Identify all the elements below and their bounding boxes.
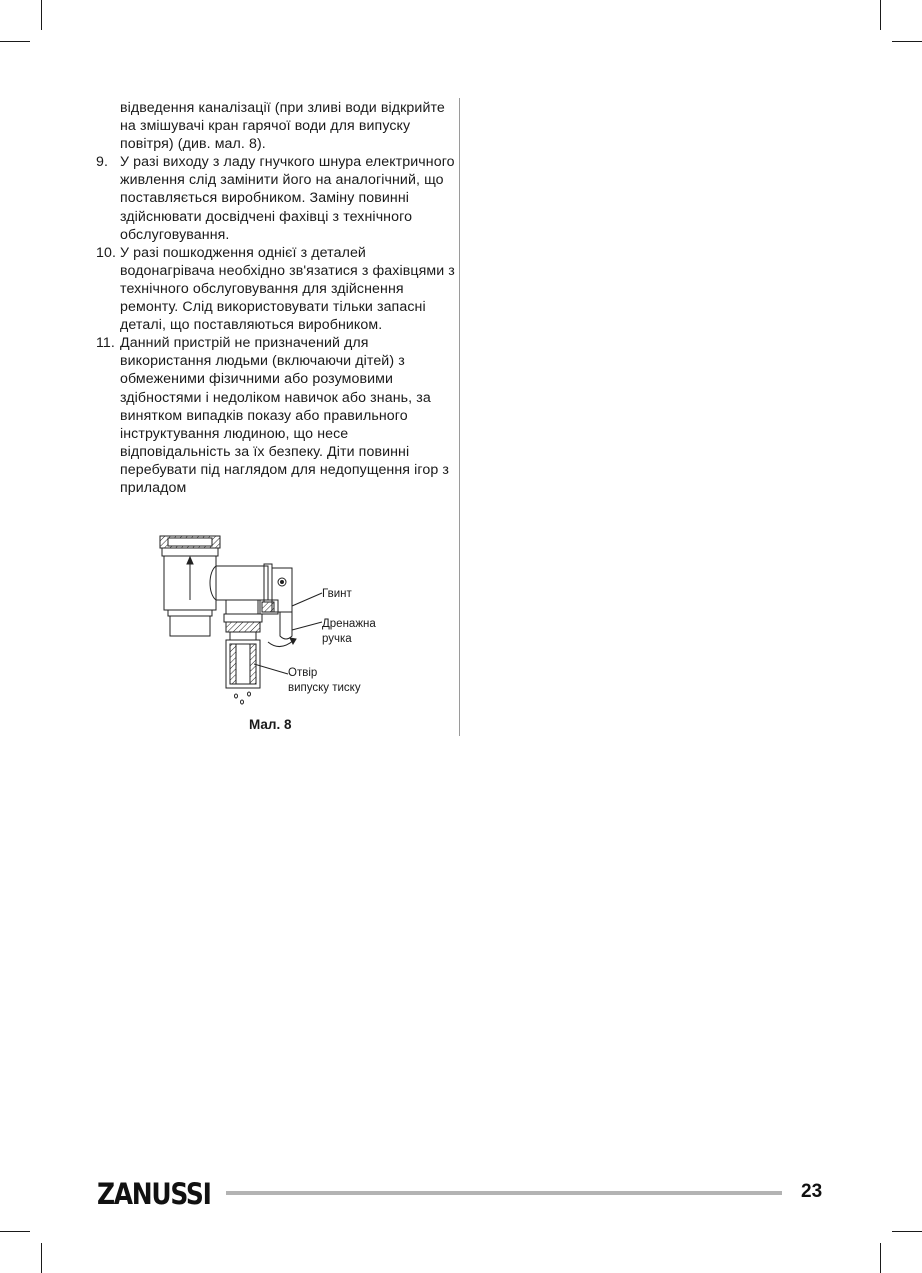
crop-mark-tr-h: [892, 41, 922, 42]
crop-mark-br-v: [880, 1243, 881, 1273]
list-number: 11.: [96, 335, 115, 352]
crop-mark-bl-v: [41, 1243, 42, 1273]
crop-mark-tl-h: [0, 41, 30, 42]
crop-mark-tr-v: [880, 0, 881, 30]
crop-mark-tl-v: [41, 0, 42, 30]
valve-diagram: [150, 528, 400, 708]
list-number: 10.: [96, 244, 117, 261]
list-text: У разі виходу з ладу гнучкого шнура електричного живлення слід замінити його на аналогічний, що поставляється виробником. Заміну повинні здійснювати досвідчені фахівці з технічного обслуговування.: [120, 154, 455, 243]
label-drain-handle-line2: ручка: [322, 633, 352, 645]
label-drain-handle-line1: Дренажна: [322, 618, 376, 630]
continuation-paragraph: відведення каналізації (при зливі води відкрийте на змішувачі кран гарячої води для випуску повітря) (див. мал. 8).: [120, 100, 445, 153]
page-number: 23: [801, 1181, 823, 1202]
crop-mark-br-h: [892, 1231, 922, 1232]
text-column: [96, 99, 458, 497]
list-item-11: [96, 334, 458, 497]
label-pressure-hole-line2: випуску тиску: [288, 682, 361, 694]
list-item-9: [96, 153, 458, 243]
label-screw: Гвинт: [322, 588, 352, 600]
crop-mark-bl-h: [0, 1231, 30, 1232]
list-number: 9.: [96, 154, 109, 171]
label-pressure-hole-line1: Отвір: [288, 667, 318, 679]
list-item-10: [96, 244, 458, 334]
brand-logo: ZANUSSI: [97, 1177, 211, 1211]
list-text: Данний пристрій не призначений для використання людьми (включаючи дітей) з обмеженими фізичними або розумовими здібностями і недоліком навичок або знань, за винятком випадків показу або правильного інструктування людиною, що несе відповідальність за їх безпеку. Діти повинні перебувати під наглядом для недопущення ігор з приладом: [120, 335, 449, 496]
column-divider: [459, 98, 460, 736]
figure-caption: Мал. 8: [249, 717, 292, 732]
list-text: У разі пошкодження однієї з деталей водонагрівача необхідно зв'язатися з фахівцями з технічного обслуговування для здійснення ремонту. Слід використовувати тільки запасні деталі, що поставляються виробником.: [120, 244, 455, 334]
footer-rule: [226, 1191, 782, 1195]
